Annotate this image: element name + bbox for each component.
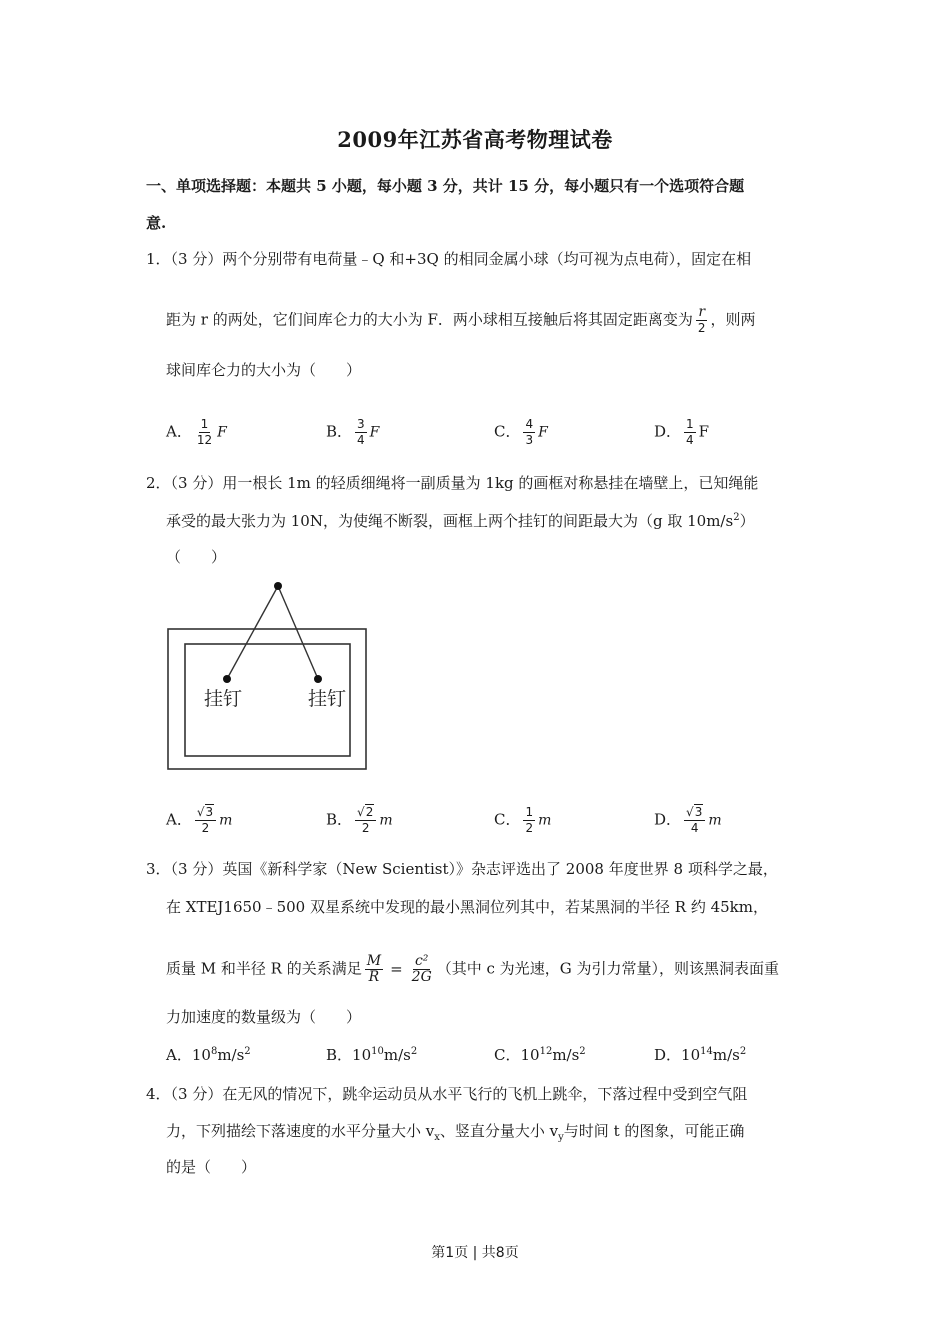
q3-line3: 质量 M 和半径 R 的关系满足 $\frac{M}{R}$ = $\frac{\text{c²}}{2G}$ （其中 c 为光速，G 为引力常量），则该黑洞表面重 [166,953,779,985]
q1-option-a[interactable]: A． $\frac{1}{12}$ F [166,417,227,447]
q3-fraction-c2-over-2g: $\frac{\text{c²}}{2G}$ [411,953,432,985]
q2-option-d[interactable]: D． $\frac{√3}{4}$ m [654,805,722,835]
wall-nail [274,582,282,590]
right-hook [314,675,322,683]
q4-line3: 的是（ ） [166,1158,257,1176]
q3-line2: 在 XTEJ1650﹣500 双星系统中发现的最小黑洞位列其中，若某黑洞的半径 R 约 45km， [166,898,768,916]
q3-line1: 3．（3 分）英国《新科学家（New Scientist）》杂志评选出了 2008 年度世界 8 项科学之最， [146,860,778,878]
q1-option-d[interactable]: D． $\frac{1}{4}$ F [654,417,710,447]
q2-option-a[interactable]: A． $\frac{√3}{2}$ m [166,805,233,835]
q1-line3: 球间库仑力的大小为（ ） [166,361,362,379]
rope-left [227,586,278,679]
q3-option-a[interactable]: A．$10^8m/s^2$ [166,1046,251,1064]
section-header-line1: 一、单项选择题：本题共 5 小题，每小题 3 分，共计 15 分，每小题只有一个选项符合题 [146,177,745,195]
page-title: 2009年江苏省高考物理试卷 [337,127,613,152]
q2-option-b[interactable]: B． $\frac{√2}{2}$ m [326,805,393,835]
q3-option-c[interactable]: C．$10^{12}m/s^2$ [494,1046,586,1064]
q3-line4: 力加速度的数量级为（ ） [166,1008,362,1026]
q2-line1: 2．（3 分）用一根长 1m 的轻质细绳将一副质量为 1kg 的画框对称悬挂在墙壁上，已知绳能 [146,474,759,492]
q1-fraction-r-over-2: $\frac{r}{2}$ [697,304,706,335]
q1-option-c[interactable]: C． $\frac{4}{3}$ F [494,417,548,447]
q2-line3: （ ） [166,548,227,566]
q1-option-b[interactable]: B． $\frac{3}{4}$ F [326,417,380,447]
q4-line1: 4．（3 分）在无风的情况下，跳伞运动员从水平飞行的飞机上跳伞，下落过程中受到空气阻 [146,1085,748,1103]
q1-line2: 距为 r 的两处，它们间库仑力的大小为 F．两小球相互接触后将其固定距离变为 $\frac{r}{2}$ ，则两 [166,304,756,335]
rope-right [278,586,318,679]
q3-fraction-m-over-r: $\frac{M}{R}$ [366,953,382,985]
q1-line1: 1．（3 分）两个分别带有电荷量﹣Q 和+3Q 的相同金属小球（均可视为点电荷），固定在相 [146,250,752,268]
q4-line2: 力，下列描绘下落速度的水平分量大小 $v_x$、竖直分量大小 $v_y$与时间 t 的图象，可能正确 [166,1122,745,1143]
q2-line2: 承受的最大张力为 10N，为使绳不断裂，画框上两个挂钉的间距最大为（g 取 $10m/s^2$） [166,512,755,530]
left-hook-label: 挂钉 [204,688,243,710]
left-hook [223,675,231,683]
page-footer: 第1页 | 共8页 [431,1245,519,1261]
q2-option-c[interactable]: C． $\frac{1}{2}$ m [494,805,552,835]
q3-option-b[interactable]: B．$10^{10}m/s^2$ [326,1046,418,1064]
section-header-line2: 意. [146,214,167,232]
picture-frame-diagram [166,582,372,774]
q3-option-d[interactable]: D．$10^{14}m/s^2$ [654,1046,747,1064]
right-hook-label: 挂钉 [308,688,347,710]
